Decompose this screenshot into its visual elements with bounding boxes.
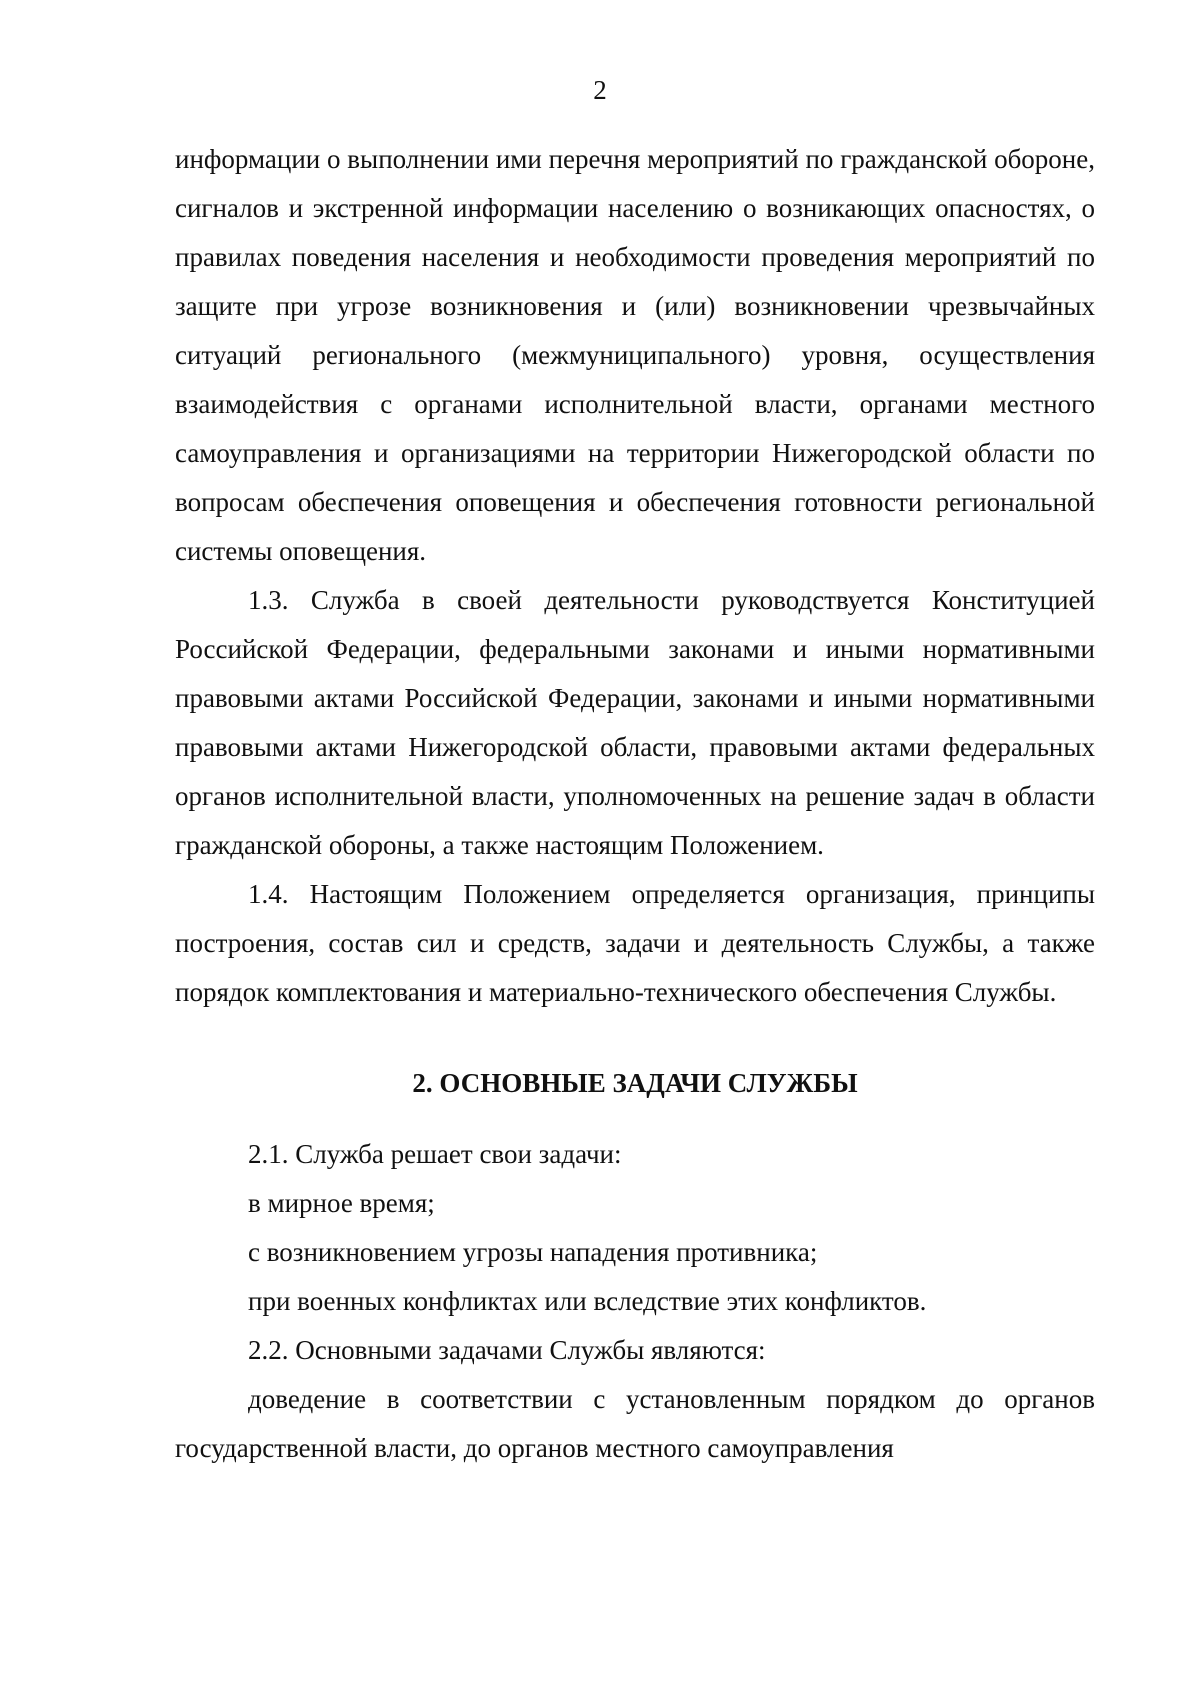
list-item-peacetime: в мирное время; [248,1188,435,1218]
paragraph-1-4: 1.4. Настоящим Положением определяется организация, принципы построения, состав сил и средств, задачи и деятельность Службы, а также порядок комплектования и материально-технического обеспечения Службы. [175,879,1095,1007]
document-body [175,135,1095,1473]
page-number: 2 [593,75,607,105]
paragraph-continued: информации о выполнении ими перечня мероприятий по гражданской обороне, сигналов и экстренной информации населению о возникающих опасностях, о правилах поведения населения и необходимости проведения мероприятий по защите при угрозе возникновения и (или) возникновении чрезвычайных ситуаций регионального (межмуниципального) уровня, осуществления взаимодействия с органами исполнительной власти, органами местного самоуправления и организациями на территории Нижегородской области по вопросам обеспечения оповещения и обеспечения готовности региональной системы оповещения. [175,144,1095,566]
paragraph-2-2-item: доведение в соответствии с установленным порядком до органов государственной власти, до органов местного самоуправления [175,1384,1095,1463]
paragraph-1-3: 1.3. Служба в своей деятельности руководствуется Конституцией Российской Федерации, федеральными законами и иными нормативными правовыми актами Российской Федерации, законами и иными нормативными правовыми актами Нижегородской области, правовыми актами федеральных органов исполнительной власти, уполномоченных на решение задач в области гражданской обороны, а также настоящим Положением. [175,585,1095,860]
section-heading: 2. ОСНОВНЫЕ ЗАДАЧИ СЛУЖБЫ [412,1068,858,1098]
list-item-threat: с возникновением угрозы нападения противника; [248,1237,818,1267]
paragraph-2-2: 2.2. Основными задачами Службы являются: [248,1335,766,1365]
list-item-conflicts: при военных конфликтах или вследствие этих конфликтов. [248,1286,927,1316]
paragraph-2-1: 2.1. Служба решает свои задачи: [248,1139,622,1169]
